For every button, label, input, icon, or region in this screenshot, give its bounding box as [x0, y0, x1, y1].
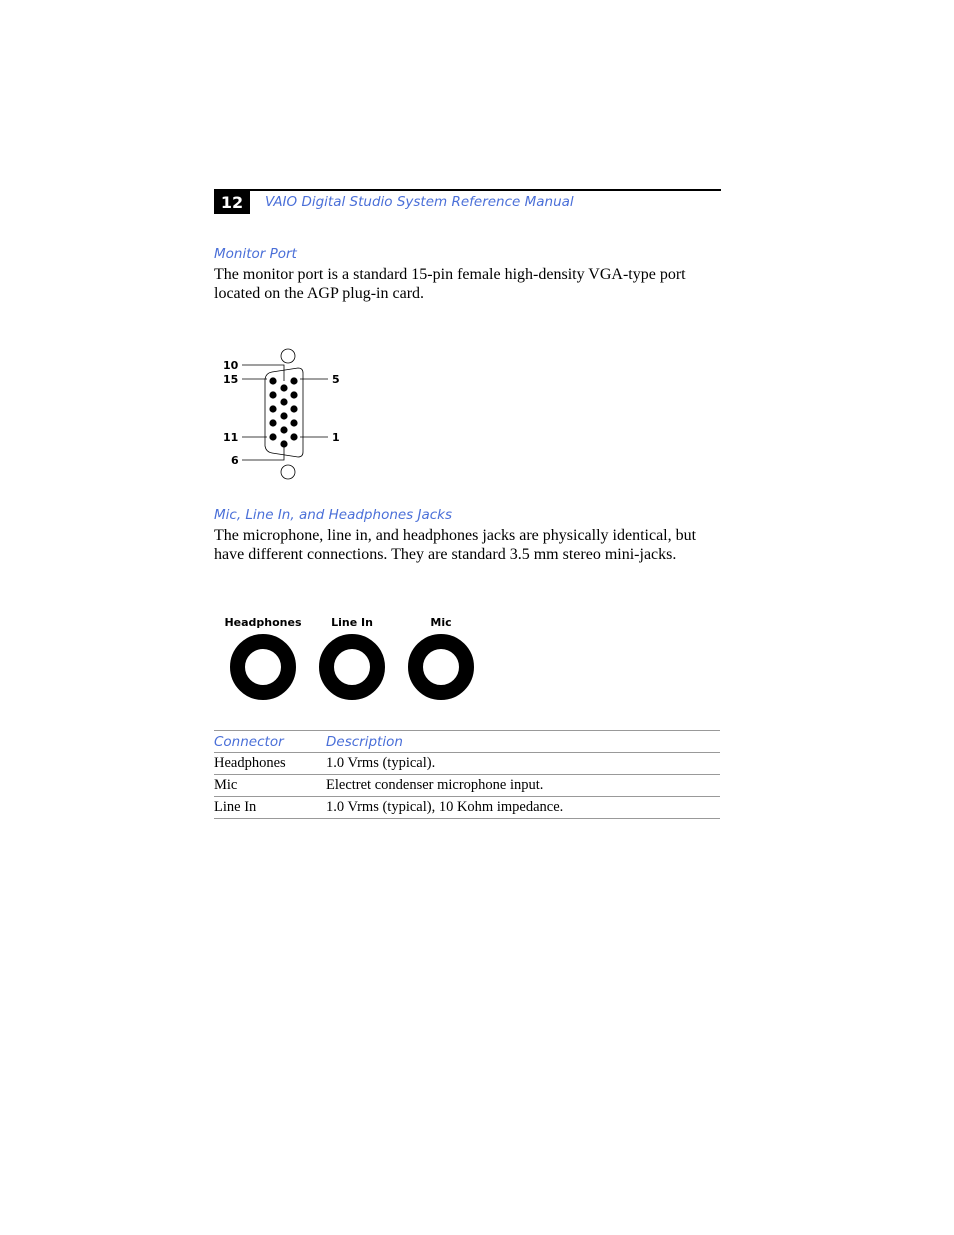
connector-table — [214, 730, 720, 819]
vga-pin-label-5: 5 — [332, 373, 340, 386]
table-row — [214, 797, 720, 819]
table-header-description: Description — [326, 731, 720, 753]
mic-jack-icon — [416, 642, 467, 693]
vga-mounting-hole-top — [281, 349, 295, 363]
table-cell-description: 1.0 Vrms (typical), 10 Kohm impedance. — [326, 797, 720, 819]
page-number: 12 — [214, 191, 250, 214]
vga-pin — [269, 419, 276, 426]
vga-mounting-hole-bottom — [281, 465, 295, 479]
vga-pin — [280, 412, 287, 419]
vga-pin — [269, 405, 276, 412]
table-row — [214, 775, 720, 797]
vga-pin — [280, 398, 287, 405]
table-cell-description: Electret condenser microphone input. — [326, 775, 720, 797]
headphones-jack-icon — [238, 642, 289, 693]
line-in-jack-icon — [327, 642, 378, 693]
table-row — [214, 753, 720, 775]
table-header-row — [214, 731, 720, 753]
jacks-body: The microphone, line in, and headphones jacks are physically identical, but have different connections. They are standard 3.5 mm stereo mini-jacks. — [214, 527, 697, 564]
monitor-port-body: The monitor port is a standard 15-pin female high-density VGA-type port located on the AGP plug-in card. — [214, 266, 686, 303]
jack-label-headphones: Headphones — [224, 616, 302, 629]
vga-pin-label-10: 10 — [223, 359, 239, 372]
vga-pin — [280, 426, 287, 433]
vga-pin-label-6: 6 — [231, 454, 239, 467]
jack-label-mic: Mic — [430, 616, 452, 629]
table-header-connector: Connector — [214, 731, 326, 753]
audio-jacks-diagram — [228, 632, 478, 704]
vga-pins — [269, 377, 297, 447]
vga-pin — [290, 419, 297, 426]
vga-pin — [280, 384, 287, 391]
table-cell-connector: Mic — [214, 775, 326, 797]
vga-pin-label-15: 15 — [223, 373, 239, 386]
vga-pin — [290, 405, 297, 412]
vga-pin — [290, 433, 297, 440]
vga-pin — [269, 377, 276, 384]
vga-port-diagram — [214, 340, 354, 485]
header-rule — [214, 189, 721, 191]
table-cell-description: 1.0 Vrms (typical). — [326, 753, 720, 775]
vga-pin — [290, 391, 297, 398]
vga-pin-label-11: 11 — [223, 431, 239, 444]
table-cell-connector: Line In — [214, 797, 326, 819]
jack-label-line-in: Line In — [331, 616, 373, 629]
running-title: VAIO Digital Studio System Reference Manual — [265, 194, 574, 210]
vga-pin — [290, 377, 297, 384]
vga-pin — [269, 433, 276, 440]
table-cell-connector: Headphones — [214, 753, 326, 775]
monitor-port-heading: Monitor Port — [214, 246, 297, 262]
jacks-heading: Mic, Line In, and Headphones Jacks — [214, 507, 453, 523]
vga-pin-label-1: 1 — [332, 431, 340, 444]
vga-pin — [269, 391, 276, 398]
